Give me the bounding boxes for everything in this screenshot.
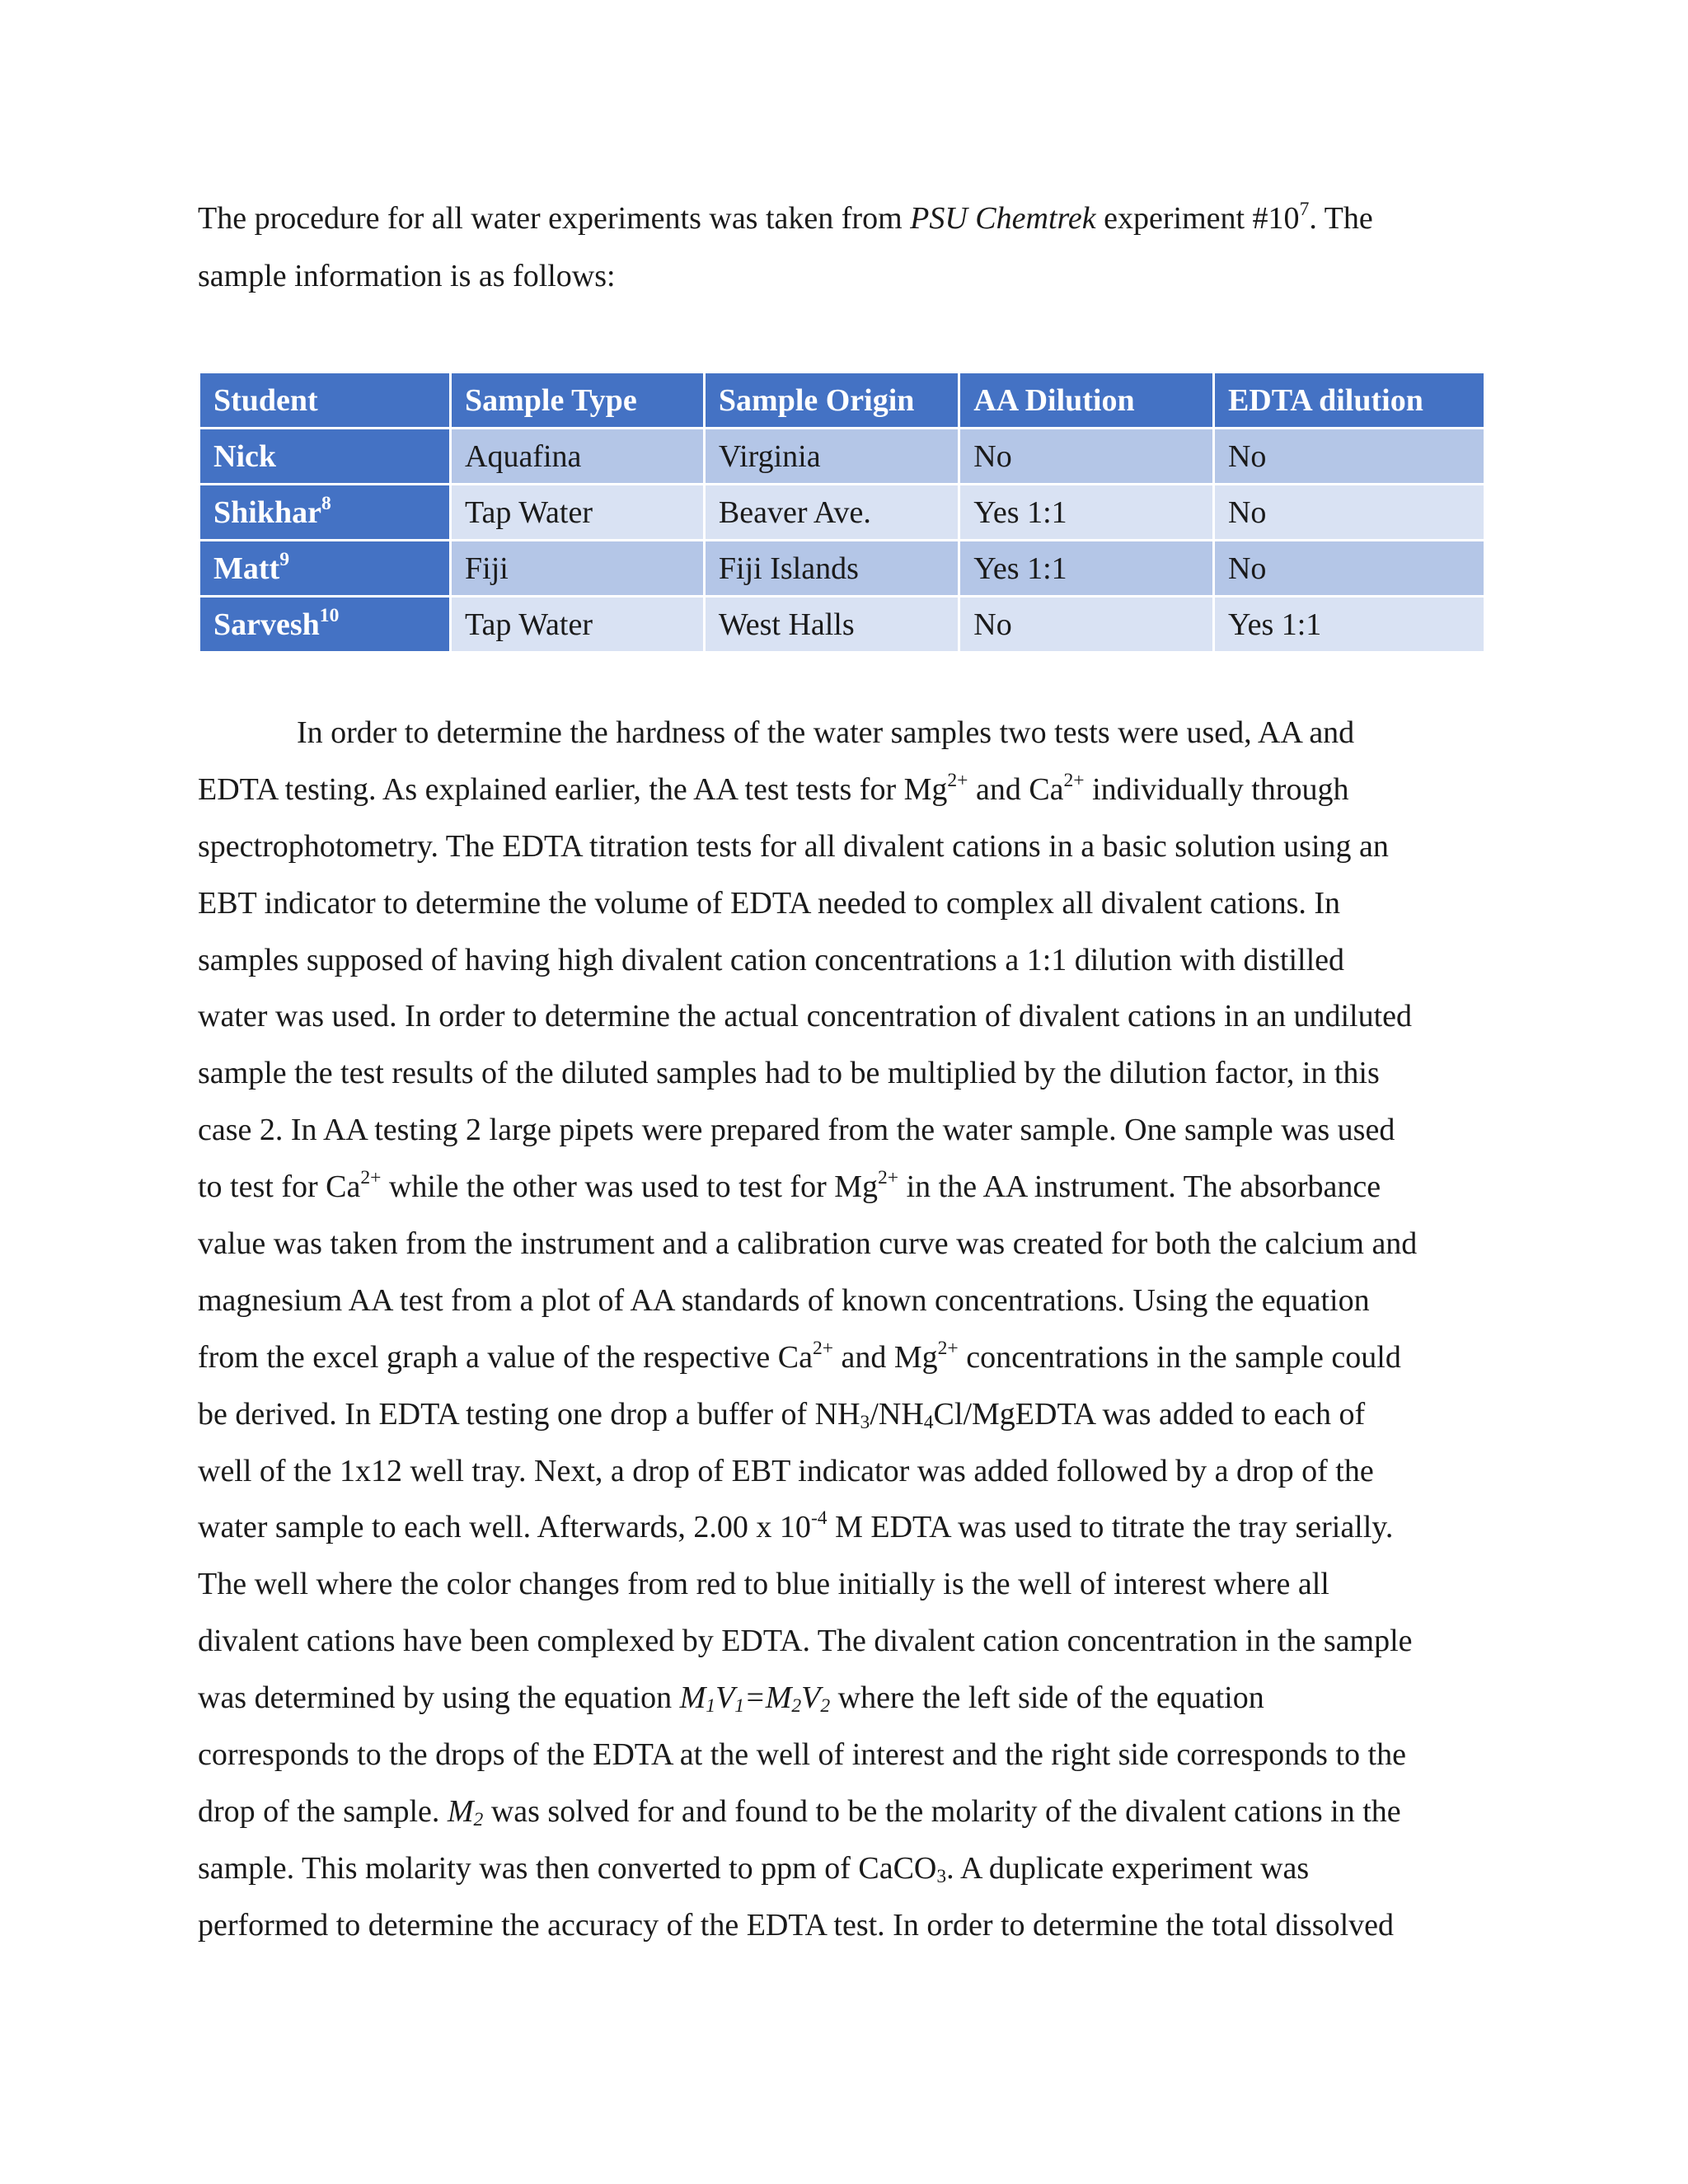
text-line: [198, 1499, 1488, 1556]
eq-subscript: 2: [820, 1695, 831, 1718]
header-sample-type: Sample Type: [452, 373, 703, 427]
text-line: [198, 1840, 1488, 1897]
text-line: samples supposed of having high divalent cation concentrations a 1:1 dilution with distilled: [198, 942, 1344, 977]
student-cell: [200, 485, 449, 539]
text-run: . A duplicate experiment was: [946, 1850, 1310, 1886]
table-row: [200, 598, 1484, 651]
footnote-ref: 10: [319, 604, 340, 626]
text-run: individually through: [1084, 771, 1349, 807]
student-cell: [200, 598, 449, 651]
text-line: corresponds to the drops of the EDTA at the well of interest and the right side corresponds to the: [198, 1737, 1406, 1773]
sample-type-cell: Tap Water: [452, 485, 703, 539]
student-cell: [200, 541, 449, 595]
eq-symbol: M: [765, 1680, 792, 1716]
sample-origin-cell: West Halls: [706, 598, 958, 651]
edta-dilution-cell: No: [1215, 429, 1484, 483]
table-row: [200, 429, 1484, 483]
header-sample-origin: Sample Origin: [706, 373, 958, 427]
student-name: Nick: [213, 438, 276, 474]
text-run: and Mg: [833, 1339, 938, 1375]
document-page: [198, 190, 1484, 1943]
aa-dilution-cell: No: [960, 598, 1212, 651]
text-line: water was used. In order to determine the actual concentration of divalent cations in an undiluted: [198, 999, 1413, 1034]
subscript: 3: [860, 1411, 870, 1433]
intro-line-2: sample information is as follows:: [198, 259, 616, 293]
intro-text: . The: [1309, 201, 1373, 236]
text-run: and Ca: [968, 771, 1064, 807]
student-name: Matt: [213, 551, 280, 586]
methods-paragraph: [198, 705, 1488, 1954]
text-run: sample. This molarity was then converted to ppm of CaCO: [198, 1850, 937, 1886]
eq-subscript: 2: [473, 1809, 484, 1831]
eq-symbol: M: [679, 1680, 706, 1716]
text-run: was solved for and found to be the molarity of the divalent cations in the: [483, 1793, 1401, 1829]
text-line: case 2. In AA testing 2 large pipets were prepared from the water sample. One sample was used: [198, 1113, 1395, 1148]
eq-subscript: 1: [706, 1695, 716, 1718]
edta-dilution-cell: Yes 1:1: [1215, 598, 1484, 651]
subscript: 3: [936, 1865, 947, 1887]
text-line: well of the 1x12 well tray. Next, a drop of EBT indicator was added followed by a drop of the: [198, 1453, 1374, 1488]
text-run: to test for Ca: [198, 1169, 361, 1205]
text-line: [198, 1783, 1488, 1840]
ion-charge: 2+: [1063, 769, 1085, 791]
text-line: The well where the color changes from red to blue initially is the well of interest where all: [198, 1567, 1329, 1602]
sample-type-cell: Fiji: [452, 541, 703, 595]
text-run: M EDTA was used to titrate the tray serially.: [827, 1510, 1394, 1545]
footnote-ref: 8: [321, 492, 331, 514]
text-run: concentrations in the sample could: [958, 1339, 1401, 1375]
intro-line-1: [198, 190, 1484, 247]
text-line: divalent cations have been complexed by EDTA. The divalent cation concentration in the sample: [198, 1624, 1413, 1659]
table-row: [200, 541, 1484, 595]
eq-subscript: 1: [734, 1695, 745, 1718]
sample-origin-cell: Virginia: [706, 429, 958, 483]
text-run: from the excel graph a value of the respective Ca: [198, 1339, 813, 1375]
header-student: Student: [200, 373, 449, 427]
student-name: Shikhar: [213, 494, 321, 530]
text-line: [198, 1159, 1488, 1216]
text-run: while the other was used to test for Mg: [381, 1169, 879, 1205]
intro-text: experiment #10: [1095, 201, 1300, 236]
ion-charge: 2+: [878, 1167, 899, 1189]
aa-dilution-cell: Yes 1:1: [960, 541, 1212, 595]
equation: [679, 1680, 831, 1718]
student-cell: [200, 429, 449, 483]
sample-info-table: [198, 371, 1486, 654]
text-run: /NH: [870, 1396, 924, 1432]
aa-dilution-cell: No: [960, 429, 1212, 483]
text-run: be derived. In EDTA testing one drop a buffer of NH: [198, 1396, 860, 1432]
table-row: [200, 485, 1484, 539]
text-run: water sample to each well. Afterwards, 2.00 x 10: [198, 1510, 811, 1545]
text-line: sample the test results of the diluted samples had to be multiplied by the dilution factor, in this: [198, 1056, 1380, 1091]
exponent: -4: [810, 1507, 828, 1530]
header-edta-dilution: EDTA dilution: [1215, 373, 1484, 427]
eq-symbol: M: [447, 1793, 474, 1829]
footnote-ref: 7: [1299, 199, 1310, 220]
source-title: PSU Chemtrek: [910, 201, 1096, 236]
sample-type-cell: Tap Water: [452, 598, 703, 651]
text-run: was determined by using the equation: [198, 1680, 680, 1716]
text-run: where the left side of the equation: [830, 1680, 1264, 1716]
text-line: [198, 1386, 1488, 1443]
aa-dilution-cell: Yes 1:1: [960, 485, 1212, 539]
edta-dilution-cell: No: [1215, 485, 1484, 539]
text-line: magnesium AA test from a plot of AA standards of known concentrations. Using the equation: [198, 1282, 1370, 1318]
intro-text: The procedure for all water experiments was taken from: [198, 201, 911, 236]
text-line: EBT indicator to determine the volume of EDTA needed to complex all divalent cations. In: [198, 885, 1341, 921]
header-aa-dilution: AA Dilution: [960, 373, 1212, 427]
sample-origin-cell: Beaver Ave.: [706, 485, 958, 539]
table-header-row: [200, 373, 1484, 427]
ion-charge: 2+: [360, 1167, 382, 1189]
text-run: drop of the sample.: [198, 1793, 448, 1829]
text-line: [198, 1670, 1488, 1727]
eq-symbol: =: [744, 1680, 766, 1716]
text-run: EDTA testing. As explained earlier, the AA test tests for Mg: [198, 771, 948, 807]
intro-paragraph: [198, 190, 1484, 305]
ion-charge: 2+: [812, 1337, 833, 1359]
sample-origin-cell: Fiji Islands: [706, 541, 958, 595]
eq-subscript: 2: [791, 1695, 802, 1718]
text-line: value was taken from the instrument and a calibration curve was created for both the calcium and: [198, 1226, 1418, 1262]
subscript: 4: [923, 1411, 934, 1433]
ion-charge: 2+: [937, 1337, 959, 1359]
text-line: In order to determine the hardness of the water samples two tests were used, AA and: [297, 715, 1355, 750]
eq-symbol: V: [801, 1680, 821, 1716]
text-line: spectrophotometry. The EDTA titration tests for all divalent cations in a basic solution using an: [198, 828, 1389, 864]
text-line: [198, 762, 1488, 818]
edta-dilution-cell: No: [1215, 541, 1484, 595]
eq-symbol: V: [715, 1680, 735, 1716]
text-run: Cl/MgEDTA was added to each of: [933, 1396, 1366, 1432]
sample-type-cell: Aquafina: [452, 429, 703, 483]
footnote-ref: 9: [279, 548, 289, 570]
text-line: performed to determine the accuracy of the EDTA test. In order to determine the total dissolved: [198, 1907, 1394, 1943]
equation-term: [448, 1794, 483, 1829]
ion-charge: 2+: [947, 769, 968, 791]
student-name: Sarvesh: [213, 607, 320, 642]
text-line: [198, 1329, 1488, 1386]
text-run: in the AA instrument. The absorbance: [898, 1169, 1381, 1205]
